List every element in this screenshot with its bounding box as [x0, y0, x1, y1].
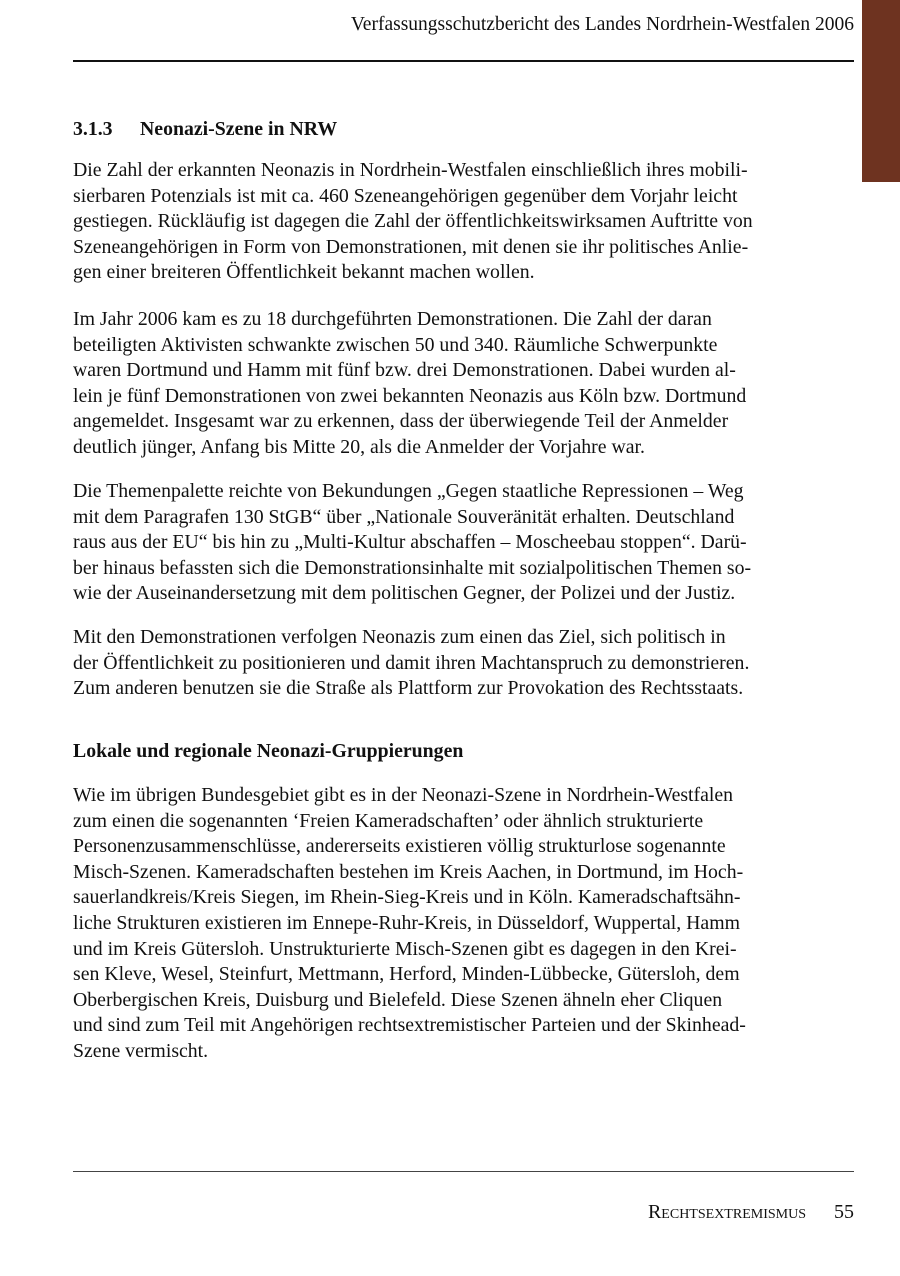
text-line: gestiegen. Rückläufig ist dagegen die Zahl der öffentlichkeitswirksamen Auftritte von: [73, 210, 753, 233]
text-line: sierbaren Potenzials ist mit ca. 460 Szeneangehörigen gegenüber dem Vorjahr leicht: [73, 184, 738, 207]
text-line: lein je fünf Demonstrationen von zwei bekannten Neonazis aus Köln bzw. Dortmund: [73, 384, 747, 407]
text-line: Oberbergischen Kreis, Duisburg und Bielefeld. Diese Szenen ähneln eher Cliquen: [73, 988, 723, 1011]
header-rule: [73, 60, 854, 62]
section-number: 3.1.3: [73, 118, 113, 140]
text-line: Wie im übrigen Bundesgebiet gibt es in der Neonazi-Szene in Nordrhein-Westfalen: [73, 784, 734, 806]
text-line: wie der Auseinandersetzung mit dem politischen Gegner, der Polizei und der Justiz.: [73, 582, 736, 605]
text-line: Die Themenpalette reichte von Bekundungen „Gegen staatliche Repressionen – Weg: [73, 480, 744, 502]
text-line: ber hinaus befassten sich die Demonstrationsinhalte mit sozialpolitischen Themen so-: [73, 556, 752, 579]
text-line: liche Strukturen existieren im Ennepe-Ruhr-Kreis, in Düsseldorf, Wuppertal, Hamm: [73, 911, 740, 934]
text-line: mit dem Paragrafen 130 StGB“ über „Nationale Souveränität erhalten. Deutschland: [73, 505, 735, 528]
text-line: Mit den Demonstrationen verfolgen Neonazis zum einen das Ziel, sich politisch in: [73, 626, 726, 648]
text-line: raus aus der EU“ bis hin zu „Multi-Kultur abschaffen – Moscheebau stoppen“. Darü-: [73, 531, 747, 554]
text-line: beteiligten Aktivisten schwankte zwischen 50 und 340. Räumliche Schwerpunkte: [73, 333, 718, 356]
paragraph-2: [73, 307, 818, 461]
text-line: Szeneangehörigen in Form von Demonstrationen, mit denen sie ihr politisches Anlie-: [73, 235, 749, 258]
text-line: waren Dortmund und Hamm mit fünf bzw. drei Demonstrationen. Dabei wurden al-: [73, 359, 736, 382]
text-line: Misch-Szenen. Kameradschaften bestehen im Kreis Aachen, in Dortmund, im Hoch-: [73, 860, 744, 883]
text-line: gen einer breiteren Öffentlichkeit bekannt machen wollen.: [73, 261, 535, 284]
running-header: Verfassungsschutzbericht des Landes Nordrhein-Westfalen 2006: [350, 14, 854, 35]
paragraph-5: [73, 783, 818, 1065]
text-line: Zum anderen benutzen sie die Straße als Plattform zur Provokation des Rechtsstaats.: [73, 677, 744, 700]
text-line: deutlich jünger, Anfang bis Mitte 20, als die Anmelder der Vorjahre war.: [73, 435, 646, 458]
text-line: Personenzusammenschlüsse, andererseits existieren völlig strukturlose sogenannte: [73, 835, 726, 858]
text-line: der Öffentlichkeit zu positionieren und damit ihren Machtanspruch zu demonstrieren.: [73, 651, 750, 674]
page-number: 55: [834, 1201, 854, 1223]
paragraph-3: [73, 479, 818, 607]
text-line: sen Kleve, Wesel, Steinfurt, Mettmann, Herford, Minden-Lübbecke, Gütersloh, dem: [73, 963, 740, 986]
paragraph-4: [73, 625, 818, 702]
section-heading: [73, 117, 337, 141]
text-line: zum einen die sogenannten ‘Freien Kameradschaften’ oder ähnlich strukturierte: [73, 809, 704, 832]
page-footer: [648, 1199, 854, 1225]
text-line: Die Zahl der erkannten Neonazis in Nordrhein-Westfalen einschließlich ihres mobili-: [73, 159, 748, 181]
section-title: Neonazi-Szene in NRW: [140, 118, 338, 140]
text-line: und sind zum Teil mit Angehörigen rechtsextremistischer Parteien und der Skinhead-: [73, 1014, 746, 1037]
paragraph-1: [73, 158, 818, 286]
text-line: Szene vermischt.: [73, 1039, 209, 1062]
subsection-heading: Lokale und regionale Neonazi-Gruppierungen: [73, 740, 464, 762]
text-line: und im Kreis Gütersloh. Unstrukturierte Misch-Szenen gibt es dagegen in den Krei-: [73, 937, 737, 960]
footer-rule: [73, 1171, 854, 1172]
text-line: angemeldet. Insgesamt war zu erkennen, dass der überwiegende Teil der Anmelder: [73, 410, 729, 433]
chapter-side-tab: [862, 0, 900, 182]
text-line: sauerlandkreis/Kreis Siegen, im Rhein-Sieg-Kreis und in Köln. Kameradschaftsähn-: [73, 886, 741, 909]
footer-section-name: Rechtsextremismus: [647, 1201, 806, 1223]
text-line: Im Jahr 2006 kam es zu 18 durchgeführten Demonstrationen. Die Zahl der daran: [73, 308, 712, 330]
